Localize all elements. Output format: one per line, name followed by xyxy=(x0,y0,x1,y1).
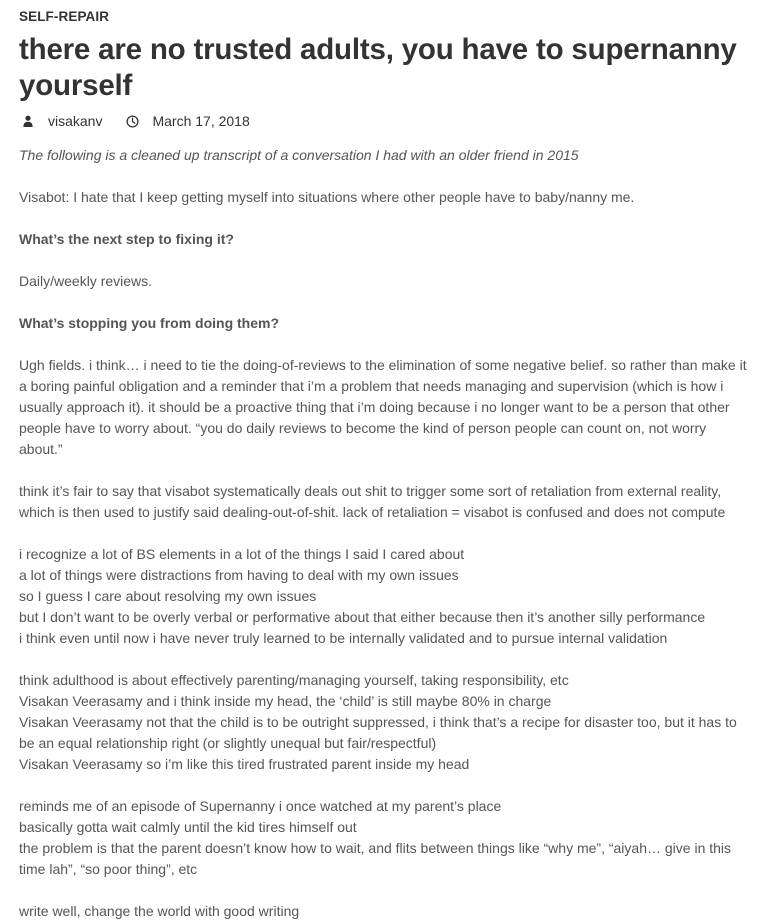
question-text: What’s stopping you from doing them? xyxy=(19,315,280,331)
text-line: reminds me of an episode of Supernanny i once watched at my parent’s place xyxy=(19,798,502,814)
multiline-paragraph xyxy=(19,670,751,775)
text-line: Visakan Veerasamy not that the child is to be outright suppressed, i think that’s a recipe for disaster too, but it has to be an equal relationship right (or slightly unequal but fair/respectful) xyxy=(19,714,737,751)
paragraph: Ugh fields. i think… i need to tie the doing-of-reviews to the elimination of some negative belief. so rather than make it a boring painful obligation and a reminder that i’m a problem that needs managing and supervision (which is how i usually approach it). it should be a proactive thing that i’m doing because i no longer want to be a person that other people have to worry about. “you do daily reviews to become the kind of person people can count on, not worry about.” xyxy=(19,357,747,457)
text-line: the problem is that the parent doesn’t know how to wait, and flits between things like “why me”, “aiyah… give in this time lah”, “so poor thing”, etc xyxy=(19,840,732,877)
paragraph: Visabot: I hate that I keep getting myself into situations where other people have to baby/nanny me. xyxy=(19,189,635,205)
question-text: What’s the next step to fixing it? xyxy=(19,231,234,247)
clock-icon xyxy=(125,114,139,128)
post-meta xyxy=(19,110,751,132)
text-line: Visakan Veerasamy and i think inside my head, the ‘child’ is still maybe 80% in charge xyxy=(19,693,552,709)
multiline-paragraph xyxy=(19,796,751,880)
post-title: there are no trusted adults, you have to supernanny yourself xyxy=(19,33,737,102)
author-link[interactable]: visakanv xyxy=(48,113,103,129)
category-link[interactable]: SELF-REPAIR xyxy=(19,9,110,24)
paragraph: think it’s fair to say that visabot systematically deals out shit to trigger some sort of retaliation from external reality, which is then used to justify said dealing-out-of-shit. lack of retaliation = visabot is confused and does not compute xyxy=(19,483,726,520)
user-icon xyxy=(21,114,35,128)
text-line: i recognize a lot of BS elements in a lot of the things I said I cared about xyxy=(19,546,465,562)
multiline-paragraph xyxy=(19,544,751,649)
intro-paragraph xyxy=(19,145,751,166)
text-line: so I guess I care about resolving my own issues xyxy=(19,588,317,604)
text-line: i think even until now i have never truly learned to be internally validated and to pursue internal validation xyxy=(19,630,668,646)
post-date-link[interactable]: March 17, 2018 xyxy=(152,113,250,129)
text-line: a lot of things were distractions from having to deal with my own issues xyxy=(19,567,459,583)
text-line: Visakan Veerasamy so i’m like this tired frustrated parent inside my head xyxy=(19,756,470,772)
question-paragraph xyxy=(19,229,751,250)
paragraph: Daily/weekly reviews. xyxy=(19,273,153,289)
text-line: think adulthood is about effectively parenting/managing yourself, taking responsibility, etc xyxy=(19,672,569,688)
text-line: basically gotta wait calmly until the kid tires himself out xyxy=(19,819,357,835)
post-content xyxy=(19,145,751,922)
paragraph: write well, change the world with good writing xyxy=(19,903,300,919)
intro-text: The following is a cleaned up transcript of a conversation I had with an older friend in 2015 xyxy=(19,147,579,163)
question-paragraph xyxy=(19,313,751,334)
text-line: but I don’t want to be overly verbal or performative about that either because then it’s another silly performance xyxy=(19,609,706,625)
